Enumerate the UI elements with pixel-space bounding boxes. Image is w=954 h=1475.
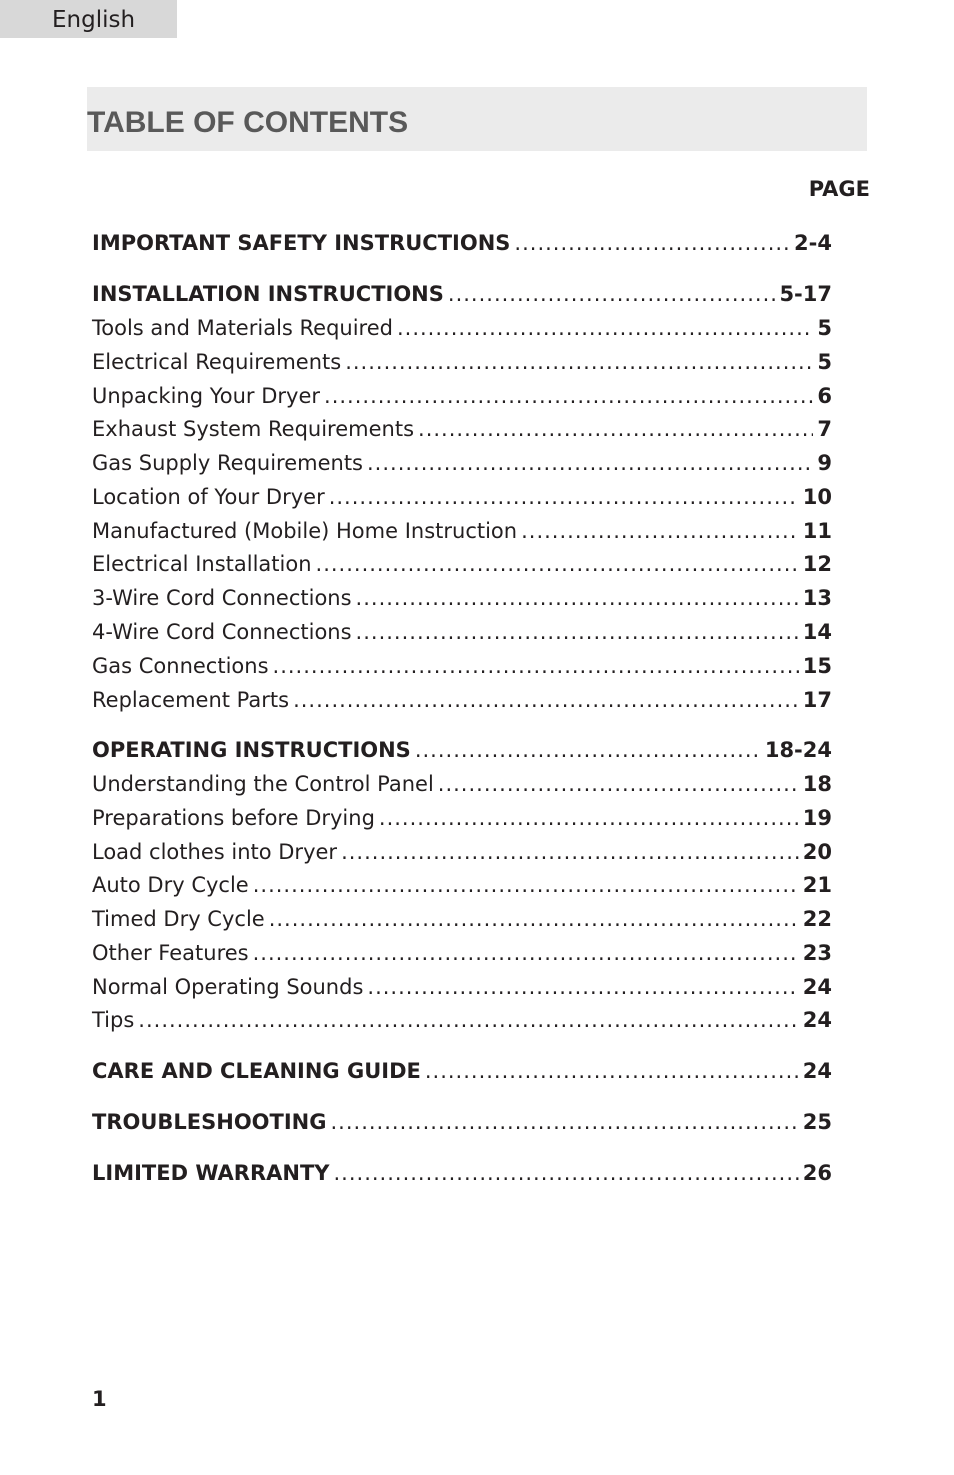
dot-leader xyxy=(415,736,761,764)
toc-entry-label: Auto Dry Cycle xyxy=(92,873,249,897)
dot-leader xyxy=(334,1159,799,1187)
toc-entry xyxy=(92,836,832,866)
toc-entry xyxy=(92,802,832,832)
dot-leader xyxy=(356,584,799,612)
toc-entry xyxy=(92,616,832,646)
dot-leader xyxy=(273,652,799,680)
toc-entry-label: Other Features xyxy=(92,941,249,965)
toc-entry-page: 20 xyxy=(802,840,832,864)
toc-section-heading xyxy=(92,227,832,257)
toc-entry-label: TROUBLESHOOTING xyxy=(92,1110,327,1134)
toc-entry xyxy=(92,1004,832,1034)
toc-entry-page: 24 xyxy=(802,1008,832,1032)
toc-entry xyxy=(92,903,832,933)
dot-leader xyxy=(345,348,813,376)
toc-entry-page: 17 xyxy=(802,688,832,712)
toc-section-heading xyxy=(92,1055,832,1085)
toc-entry xyxy=(92,447,832,477)
toc-entry-page: 5 xyxy=(817,350,832,374)
toc-entry-label: Timed Dry Cycle xyxy=(92,907,265,931)
toc-entry-page: 18 xyxy=(802,772,832,796)
toc-entry-label: Electrical Requirements xyxy=(92,350,342,374)
dot-leader xyxy=(293,686,799,714)
dot-leader xyxy=(316,550,799,578)
toc-section-heading xyxy=(92,278,832,308)
toc-entry-page: 23 xyxy=(802,941,832,965)
toc-entry-label: Tips xyxy=(92,1008,135,1032)
toc-entry-page: 12 xyxy=(802,552,832,576)
toc-entry-page: 5 xyxy=(817,316,832,340)
toc-entry xyxy=(92,937,832,967)
toc-entry-page: 13 xyxy=(802,586,832,610)
toc-entry-page: 18-24 xyxy=(764,738,832,762)
toc-entry-page: 15 xyxy=(802,654,832,678)
toc-entry-label: Unpacking Your Dryer xyxy=(92,384,321,408)
dot-leader xyxy=(521,517,799,545)
toc-entry xyxy=(92,515,832,545)
dot-leader xyxy=(397,314,813,342)
toc-entry-page: 19 xyxy=(802,806,832,830)
toc-entry-label: 3-Wire Cord Connections xyxy=(92,586,352,610)
toc-entry xyxy=(92,413,832,443)
toc-entry xyxy=(92,548,832,578)
toc-section-heading xyxy=(92,734,832,764)
dot-leader xyxy=(367,973,798,1001)
toc-entry-label: Understanding the Control Panel xyxy=(92,772,434,796)
toc-entry-label: Tools and Materials Required xyxy=(92,316,393,340)
toc-entry-label: Replacement Parts xyxy=(92,688,290,712)
toc-entry-label: Gas Connections xyxy=(92,654,269,678)
toc-entry-page: 7 xyxy=(817,417,832,441)
dot-leader xyxy=(425,1057,799,1085)
toc-entry-label: CARE AND CLEANING GUIDE xyxy=(92,1059,421,1083)
toc-entry-label: Load clothes into Dryer xyxy=(92,840,338,864)
toc-entry xyxy=(92,481,832,511)
toc-entry-label: Location of Your Dryer xyxy=(92,485,325,509)
toc-entry-page: 24 xyxy=(802,1059,832,1083)
toc-entry-page: 11 xyxy=(802,519,832,543)
dot-leader xyxy=(367,449,813,477)
toc-entry-label: Electrical Installation xyxy=(92,552,312,576)
toc-entry-page: 24 xyxy=(802,975,832,999)
toc-entry-label: Preparations before Drying xyxy=(92,806,375,830)
toc-entry-label: LIMITED WARRANTY xyxy=(92,1161,330,1185)
dot-leader xyxy=(418,415,813,443)
dot-leader xyxy=(269,905,799,933)
dot-leader xyxy=(341,838,799,866)
dot-leader xyxy=(324,382,813,410)
toc-entry xyxy=(92,971,832,1001)
toc-entry-page: 25 xyxy=(802,1110,832,1134)
toc-entry-page: 9 xyxy=(817,451,832,475)
page-title: TABLE OF CONTENTS xyxy=(87,106,409,139)
toc-entry xyxy=(92,312,832,342)
toc-entry-label: OPERATING INSTRUCTIONS xyxy=(92,738,411,762)
dot-leader xyxy=(514,229,790,257)
toc-entry-page: 10 xyxy=(802,485,832,509)
toc-entry-page: 5-17 xyxy=(779,282,832,306)
dot-leader xyxy=(331,1108,799,1136)
toc-entry-page: 6 xyxy=(817,384,832,408)
toc-entry-page: 2-4 xyxy=(794,231,832,255)
dot-leader xyxy=(438,770,799,798)
toc-entry-page: 22 xyxy=(802,907,832,931)
page-column-header: PAGE xyxy=(808,177,870,201)
title-banner xyxy=(87,87,867,151)
toc-entry xyxy=(92,768,832,798)
dot-leader xyxy=(138,1006,798,1034)
toc-entry-page: 21 xyxy=(802,873,832,897)
toc-entry xyxy=(92,869,832,899)
toc-entry-label: Exhaust System Requirements xyxy=(92,417,415,441)
toc-entry-label: Manufactured (Mobile) Home Instruction xyxy=(92,519,518,543)
toc-entry-page: 14 xyxy=(802,620,832,644)
toc-entry-page: 26 xyxy=(802,1161,832,1185)
language-tab: English xyxy=(0,0,177,38)
dot-leader xyxy=(448,280,776,308)
toc-entry xyxy=(92,684,832,714)
toc-entry-label: 4-Wire Cord Connections xyxy=(92,620,352,644)
toc-entry xyxy=(92,346,832,376)
dot-leader xyxy=(253,871,799,899)
dot-leader xyxy=(379,804,799,832)
toc-entry-label: Normal Operating Sounds xyxy=(92,975,364,999)
toc-entry xyxy=(92,380,832,410)
toc-entry-label: IMPORTANT SAFETY INSTRUCTIONS xyxy=(92,231,511,255)
toc-entry xyxy=(92,650,832,680)
toc-section-heading xyxy=(92,1157,832,1187)
dot-leader xyxy=(253,939,799,967)
dot-leader xyxy=(356,618,799,646)
toc-section-heading xyxy=(92,1106,832,1136)
footer-page-number: 1 xyxy=(92,1387,107,1411)
toc-entry-label: INSTALLATION INSTRUCTIONS xyxy=(92,282,444,306)
dot-leader xyxy=(329,483,799,511)
toc-entry xyxy=(92,582,832,612)
toc-entry-label: Gas Supply Requirements xyxy=(92,451,363,475)
